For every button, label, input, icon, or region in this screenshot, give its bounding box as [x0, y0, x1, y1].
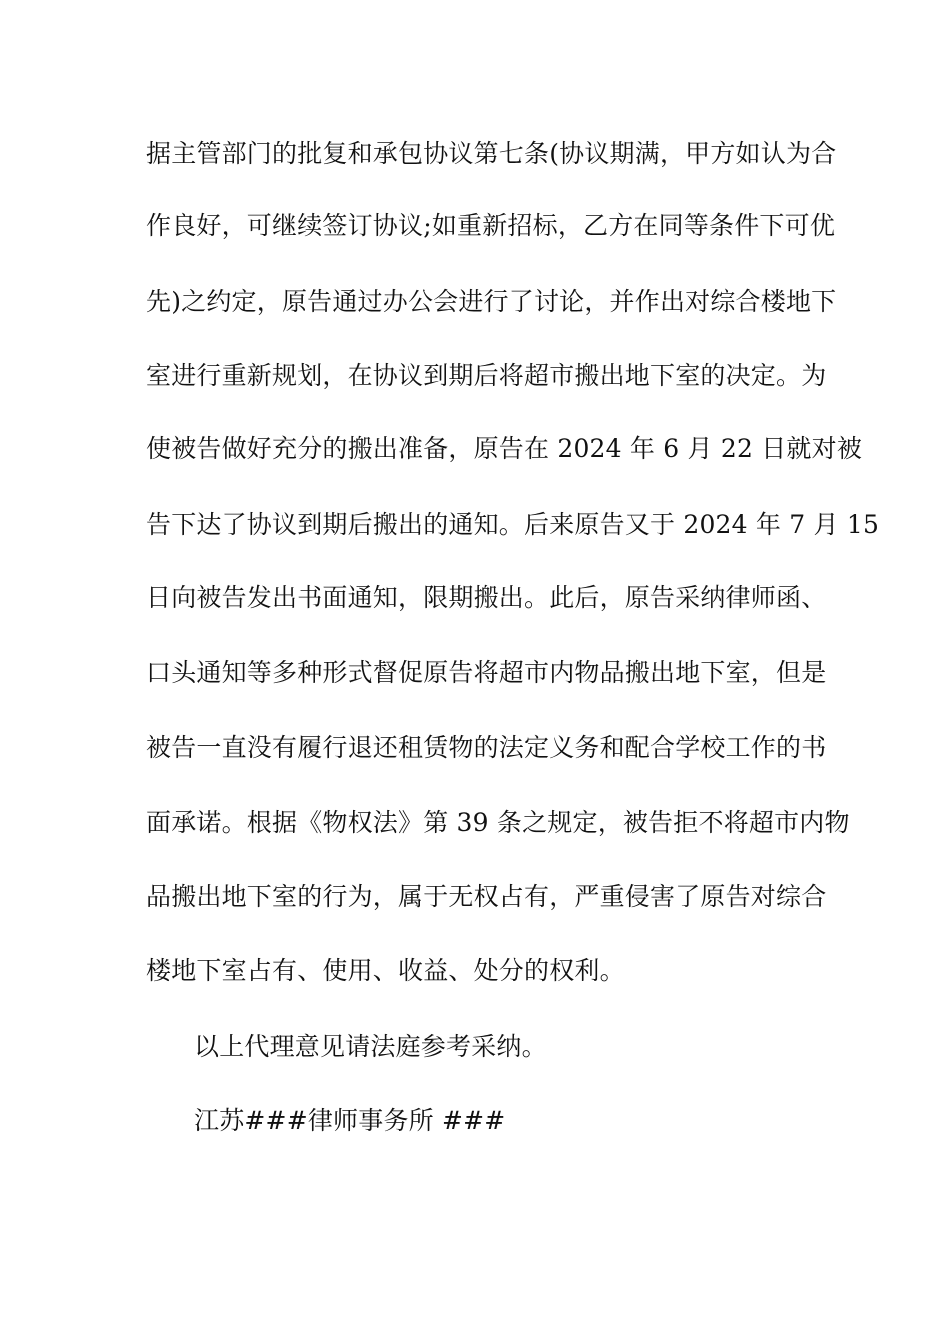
paragraph-line: 口头通知等多种形式督促原告将超市内物品搬出地下室，但是 [146, 658, 827, 687]
paragraph-line: 被告一直没有履行退还租赁物的法定义务和配合学校工作的书 [146, 733, 827, 762]
paragraph-line: 室进行重新规划，在协议到期后将超市搬出地下室的决定。为 [146, 361, 827, 390]
paragraph-line: 据主管部门的批复和承包协议第七条(协议期满，甲方如认为合 [146, 139, 837, 168]
paragraph-line: 面承诺。根据《物权法》第 39 条之规定，被告拒不将超市内物 [146, 808, 850, 837]
paragraph-line: 告下达了协议到期后搬出的通知。后来原告又于 2024 年 7 月 15 [146, 510, 880, 539]
signature-line: 江苏###律师事务所 ### [194, 1106, 506, 1135]
paragraph-line: 使被告做好充分的搬出准备，原告在 2024 年 6 月 22 日就对被 [146, 434, 863, 463]
closing-request: 以上代理意见请法庭参考采纳。 [194, 1032, 547, 1061]
paragraph-line: 楼地下室占有、使用、收益、处分的权利。 [146, 956, 625, 985]
paragraph-line: 品搬出地下室的行为，属于无权占有，严重侵害了原告对综合 [146, 882, 827, 911]
paragraph-line: 作良好，可继续签订协议;如重新招标，乙方在同等条件下可优 [146, 211, 836, 240]
paragraph-line: 先)之约定，原告通过办公会进行了讨论，并作出对综合楼地下 [146, 287, 837, 316]
paragraph-line: 日向被告发出书面通知，限期搬出。此后，原告采纳律师函、 [146, 583, 827, 612]
